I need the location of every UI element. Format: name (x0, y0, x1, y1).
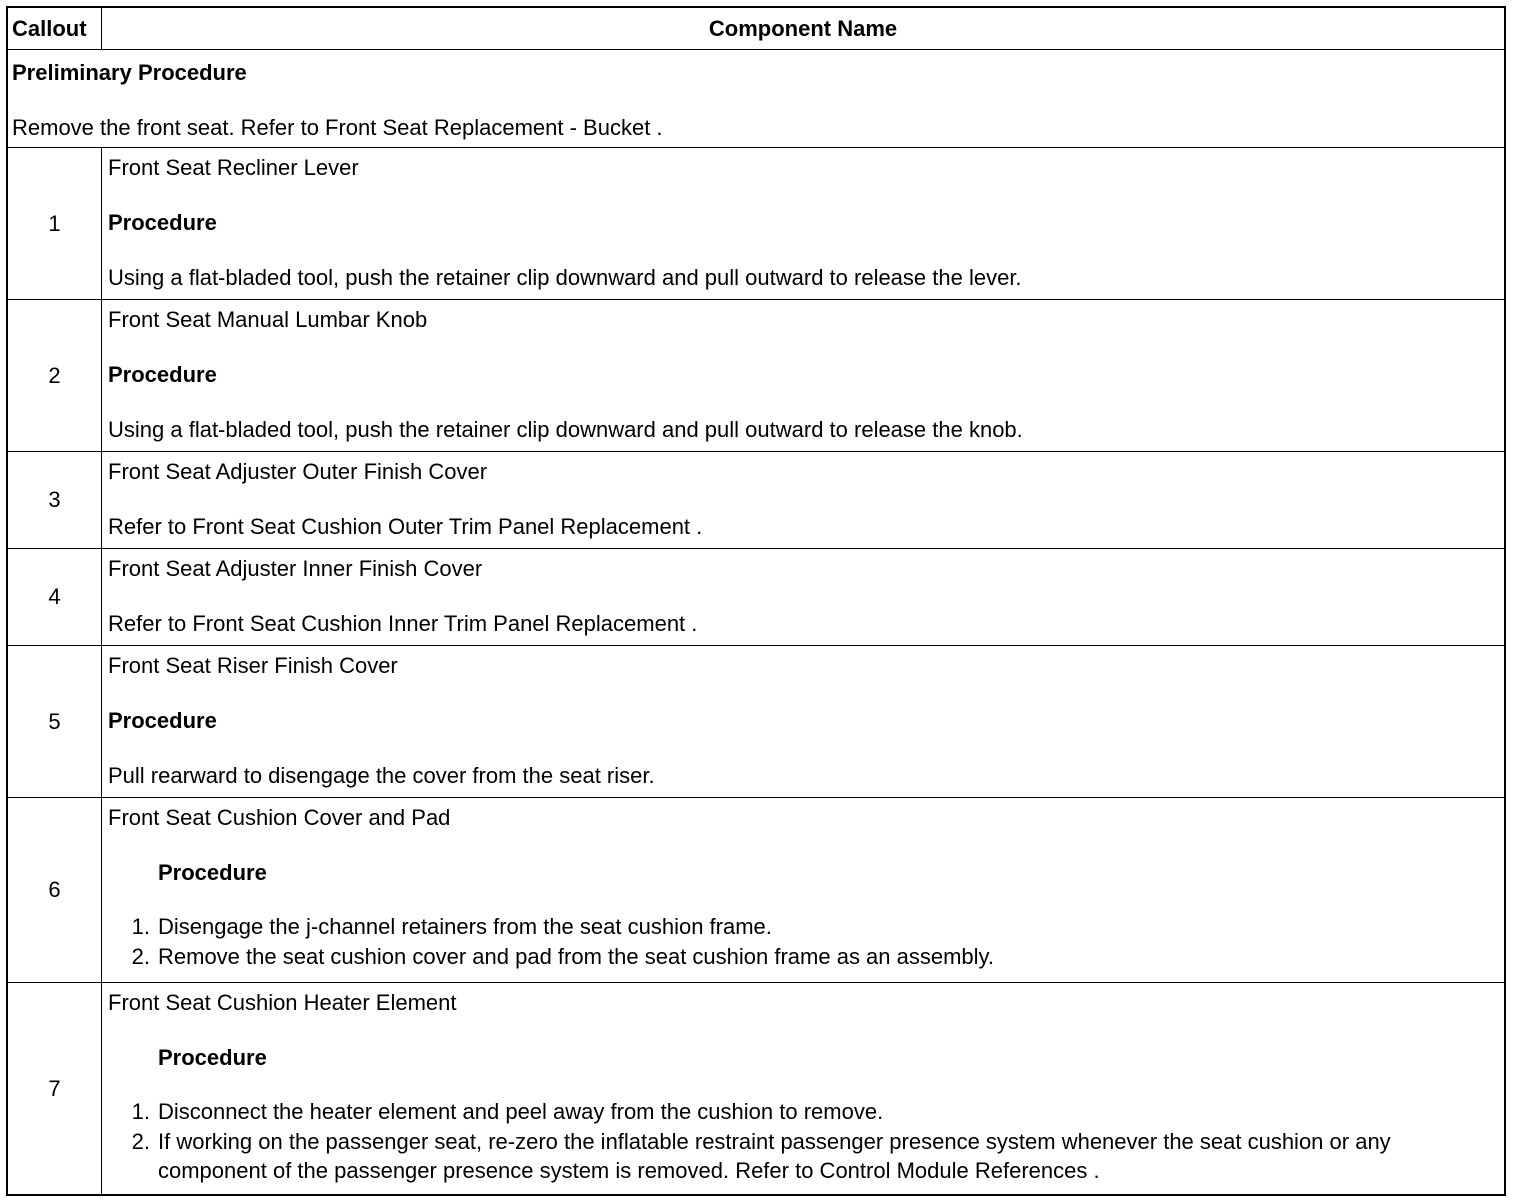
preliminary-cell (8, 50, 667, 147)
list-item (108, 942, 1504, 972)
callout-cell: 3 (8, 452, 102, 548)
table-row (8, 451, 1504, 548)
table-header (8, 8, 1504, 49)
callout-cell: 7 (8, 983, 102, 1194)
step-text: Disengage the j-channel retainers from the seat cushion frame. (158, 914, 772, 939)
callout-cell: 1 (8, 148, 102, 299)
procedure-heading: Procedure (108, 210, 217, 235)
component-cell (102, 798, 1504, 982)
procedure-text: Using a flat-bladed tool, push the retainer clip downward and pull outward to release the lever. (108, 265, 1022, 290)
table-row (8, 548, 1504, 645)
component-name: Front Seat Adjuster Outer Finish Cover (108, 459, 488, 484)
list-item (108, 1097, 1504, 1127)
component-name-header: Component Name (708, 15, 898, 41)
step-number: 1. (131, 914, 150, 939)
reference-text: Refer to Front Seat Cushion Inner Trim Panel Replacement . (108, 611, 698, 636)
component-cell (102, 549, 1504, 645)
component-name: Front Seat Cushion Heater Element (108, 990, 457, 1015)
step-text: Disconnect the heater element and peel away from the cushion to remove. (158, 1099, 884, 1124)
reference-text: Refer to Front Seat Cushion Outer Trim Panel Replacement . (108, 514, 703, 539)
table-row (8, 147, 1504, 299)
procedure-heading: Procedure (108, 708, 217, 733)
table-row (8, 982, 1504, 1194)
component-cell (102, 983, 1504, 1194)
component-table (6, 6, 1506, 1196)
procedure-steps (108, 912, 1504, 972)
callout-header: Callout (8, 8, 102, 49)
table-row (8, 645, 1504, 797)
list-item (108, 1127, 1504, 1185)
component-cell (102, 646, 1504, 797)
component-cell (102, 148, 1504, 299)
procedure-steps (108, 1097, 1504, 1185)
step-text: Remove the seat cushion cover and pad from the seat cushion frame as an assembly. (158, 944, 995, 969)
procedure-text: Using a flat-bladed tool, push the retainer clip downward and pull outward to release the knob. (108, 417, 1023, 442)
component-name: Front Seat Riser Finish Cover (108, 653, 398, 678)
procedure-heading: Procedure (158, 1045, 267, 1070)
table-row (8, 299, 1504, 451)
step-number: 2. (131, 944, 150, 969)
step-number: 2. (131, 1129, 150, 1154)
component-name: Front Seat Recliner Lever (108, 155, 359, 180)
step-number: 1. (131, 1099, 150, 1124)
component-name: Front Seat Manual Lumbar Knob (108, 307, 428, 332)
callout-cell: 2 (8, 300, 102, 451)
table-row (8, 797, 1504, 982)
callout-cell: 4 (8, 549, 102, 645)
preliminary-row (8, 49, 1504, 147)
component-name: Front Seat Adjuster Inner Finish Cover (108, 556, 483, 581)
component-cell (102, 300, 1504, 451)
step-text: If working on the passenger seat, re-zero the inflatable restraint passenger presence system whenever the seat cushion or any component of the passenger presence system is removed. Refer to Control Module References . (158, 1129, 1391, 1183)
procedure-heading: Procedure (108, 362, 217, 387)
procedure-text: Pull rearward to disengage the cover from the seat riser. (108, 763, 655, 788)
list-item (108, 912, 1504, 942)
preliminary-title: Preliminary Procedure (12, 60, 247, 85)
component-cell (102, 452, 1504, 548)
callout-cell: 6 (8, 798, 102, 982)
component-name: Front Seat Cushion Cover and Pad (108, 805, 451, 830)
procedure-heading: Procedure (158, 860, 267, 885)
preliminary-text: Remove the front seat. Refer to Front Seat Replacement - Bucket . (12, 115, 663, 140)
callout-cell: 5 (8, 646, 102, 797)
